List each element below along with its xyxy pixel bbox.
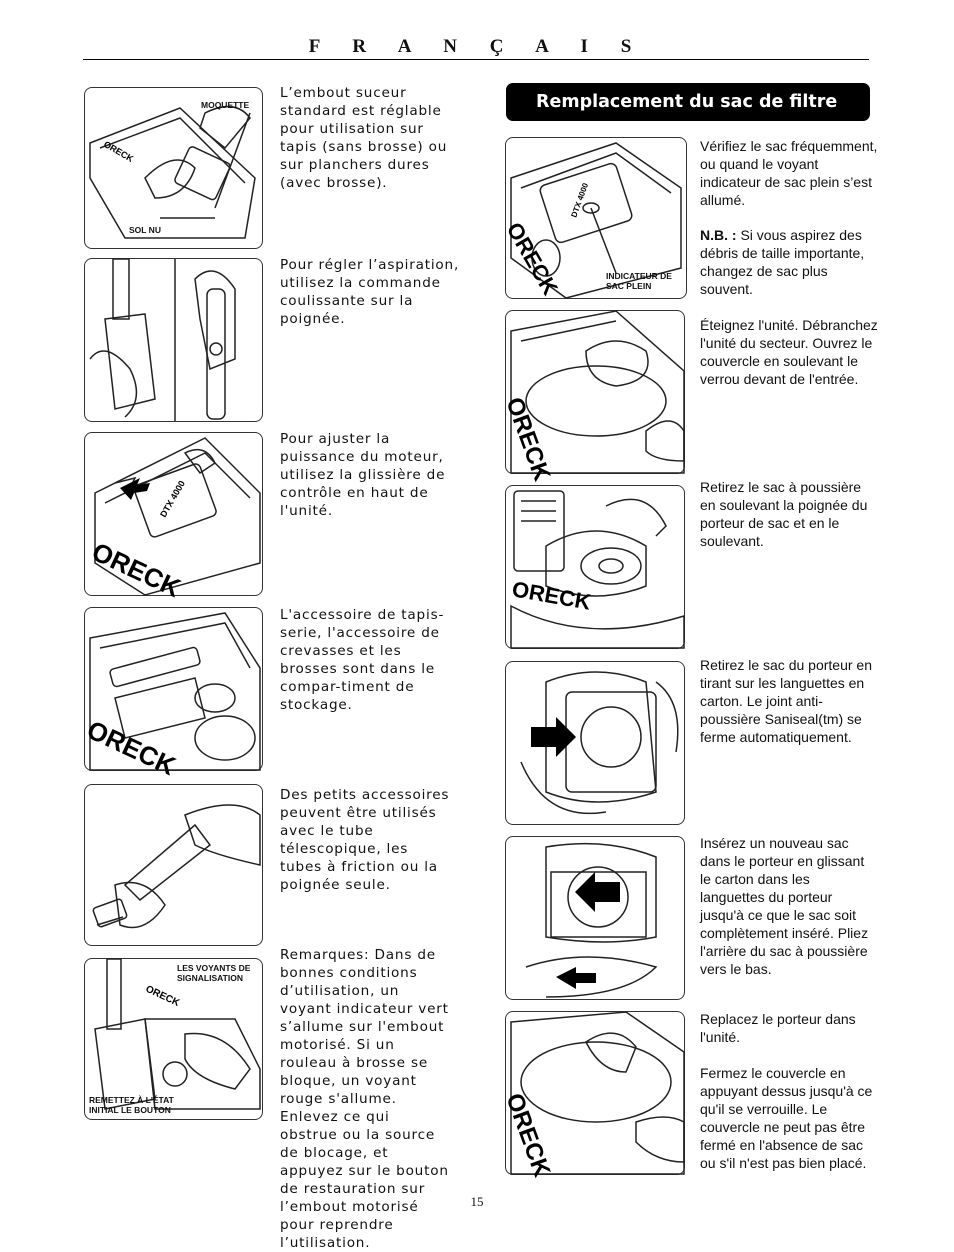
brand-mark-remove: ORECK (510, 576, 593, 615)
text-insert-bag: Insérez un nouveau sac dans le porteur en glissant le carton dans les languettes du porteur jusqu'à ce que le sac soit complètement inséré. Pliez l'arrière du sac à poussière vers le bas. (700, 835, 869, 977)
figure-insert-new-bag (505, 836, 685, 1000)
callout-indicator-lights: LES VOYANTS DE SIGNALISATION (177, 963, 251, 983)
text-remarks: Remarques: Dans de bonnes conditions d’utilisation, un voyant indicateur vert s’allume sur l'embout motorisé. Si un rouleau à brosse se bloque, un voyant rouge s'allume. Enlevez ce qui obstrue ou la source de blocage, et appuyez sur le bouton de restauration sur l’embout motorisé pour reprendre l’utilisation. (280, 947, 449, 1251)
note-label: N.B. : (700, 227, 737, 243)
figure-bag-full-indicator (501, 137, 687, 300)
brand-mark-lid: ORECK (500, 393, 556, 485)
figure-remove-bag-from-carrier (505, 661, 685, 825)
text-remove-from-carrier: Retirez le sac du porteur en tirant sur les languettes en carton. Le joint anti-poussière Saniseal(tm) se ferme automatiquement. (700, 657, 872, 745)
model-mark: DTX 4000 (158, 478, 187, 519)
text-suction-control: Pour régler l’aspiration, utilisez la commande coulissante sur la poignée. (280, 257, 460, 327)
carrier-illustration (506, 662, 684, 824)
note-body: Si vous aspirez des débris de taille importante, changez de sac plus souvent. (700, 227, 865, 297)
callout-bare-floor: SOL NU (129, 225, 161, 235)
insert-bag-illustration (506, 837, 684, 999)
figure-remove-bag (505, 485, 685, 649)
callout-bag-full: INDICATEUR DE SAC PLEIN (606, 271, 672, 291)
motor-slider-illustration (85, 433, 262, 604)
section-title: Remplacement du sac de filtre (506, 83, 870, 121)
brand-mark: ORECK (102, 139, 136, 164)
figure-motor-slider (84, 432, 263, 604)
header-rule (83, 59, 869, 60)
model-mark-bag: DTX 4000 (569, 181, 591, 219)
brand-mark-replace: ORECK (500, 1089, 556, 1181)
figure-indicator-lights (84, 958, 263, 1120)
replace-carrier-illustration (500, 1012, 684, 1181)
brand-mark-storage: ORECK (82, 714, 181, 782)
arrow-back-icon (556, 967, 596, 989)
callout-reset-button: REMETTEZ À L'ÉTAT INITIAL LE BOUTON (89, 1095, 174, 1115)
text-nozzle-adjust: L’embout suceur standard est réglable pour utilisation sur tapis (sans brosse) ou sur planchers dures (avec brosse). (280, 85, 448, 191)
text-replace-carrier: Replacez le porteur dans l'unité. (700, 1011, 856, 1045)
figure-storage (82, 607, 263, 782)
brand-mark-large: ORECK (87, 536, 186, 604)
figure-nozzle (84, 87, 263, 249)
text-motor-power: Pour ajuster la puissance du moteur, utilisez la glissière de contrôle en haut de l'unité. (280, 431, 446, 519)
figure-small-accessories (84, 784, 263, 946)
page-number: 15 (470, 1194, 484, 1209)
storage-illustration (82, 608, 262, 782)
arrow-right-icon (531, 717, 576, 757)
callout-carpet: MOQUETTE (201, 100, 250, 110)
text-lift-bag: Retirez le sac à poussière en soulevant la poignée du porteur de sac et en le soulevant. (700, 479, 868, 549)
accessories-illustration (85, 785, 262, 945)
nozzle-illustration (85, 88, 262, 248)
remove-bag-illustration (506, 486, 684, 648)
open-lid-illustration (500, 311, 684, 485)
text-close-lid: Fermez le couvercle en appuyant dessus jusqu'à ce qu'il se verrouille. Le couvercle ne peut pas être fermé en l'absence de sac ou s'il n'est pas bien placé. (700, 1065, 873, 1171)
text-small-accessories: Des petits accessoires peuvent être utilisés avec le tube télescopique, les tubes à friction ou la poignée seule. (280, 787, 450, 893)
brand-mark-bag: ORECK (501, 218, 564, 300)
arrow-left-icon (575, 872, 620, 912)
brand-mark-nozzle: ORECK (143, 983, 182, 1009)
text-storage: L'accessoire de tapis-serie, l'accessoire de crevasses et les brosses sont dans le compar-timent de stockage. (280, 607, 445, 713)
figure-replace-carrier (500, 1011, 685, 1181)
text-check-bag: Vérifiez le sac fréquemment, ou quand le voyant indicateur de sac plein s’est allumé. (700, 138, 878, 208)
figure-handle-suction (84, 258, 263, 422)
text-note (700, 226, 878, 298)
text-unplug: Éteignez l'unité. Débranchez l'unité du secteur. Ouvrez le couvercle en soulevant le verrou devant de l'entrée. (700, 317, 878, 387)
figure-open-lid (500, 310, 685, 485)
handle-illustration (85, 259, 262, 421)
language-header: F R A N Ç A I S (308, 36, 646, 57)
